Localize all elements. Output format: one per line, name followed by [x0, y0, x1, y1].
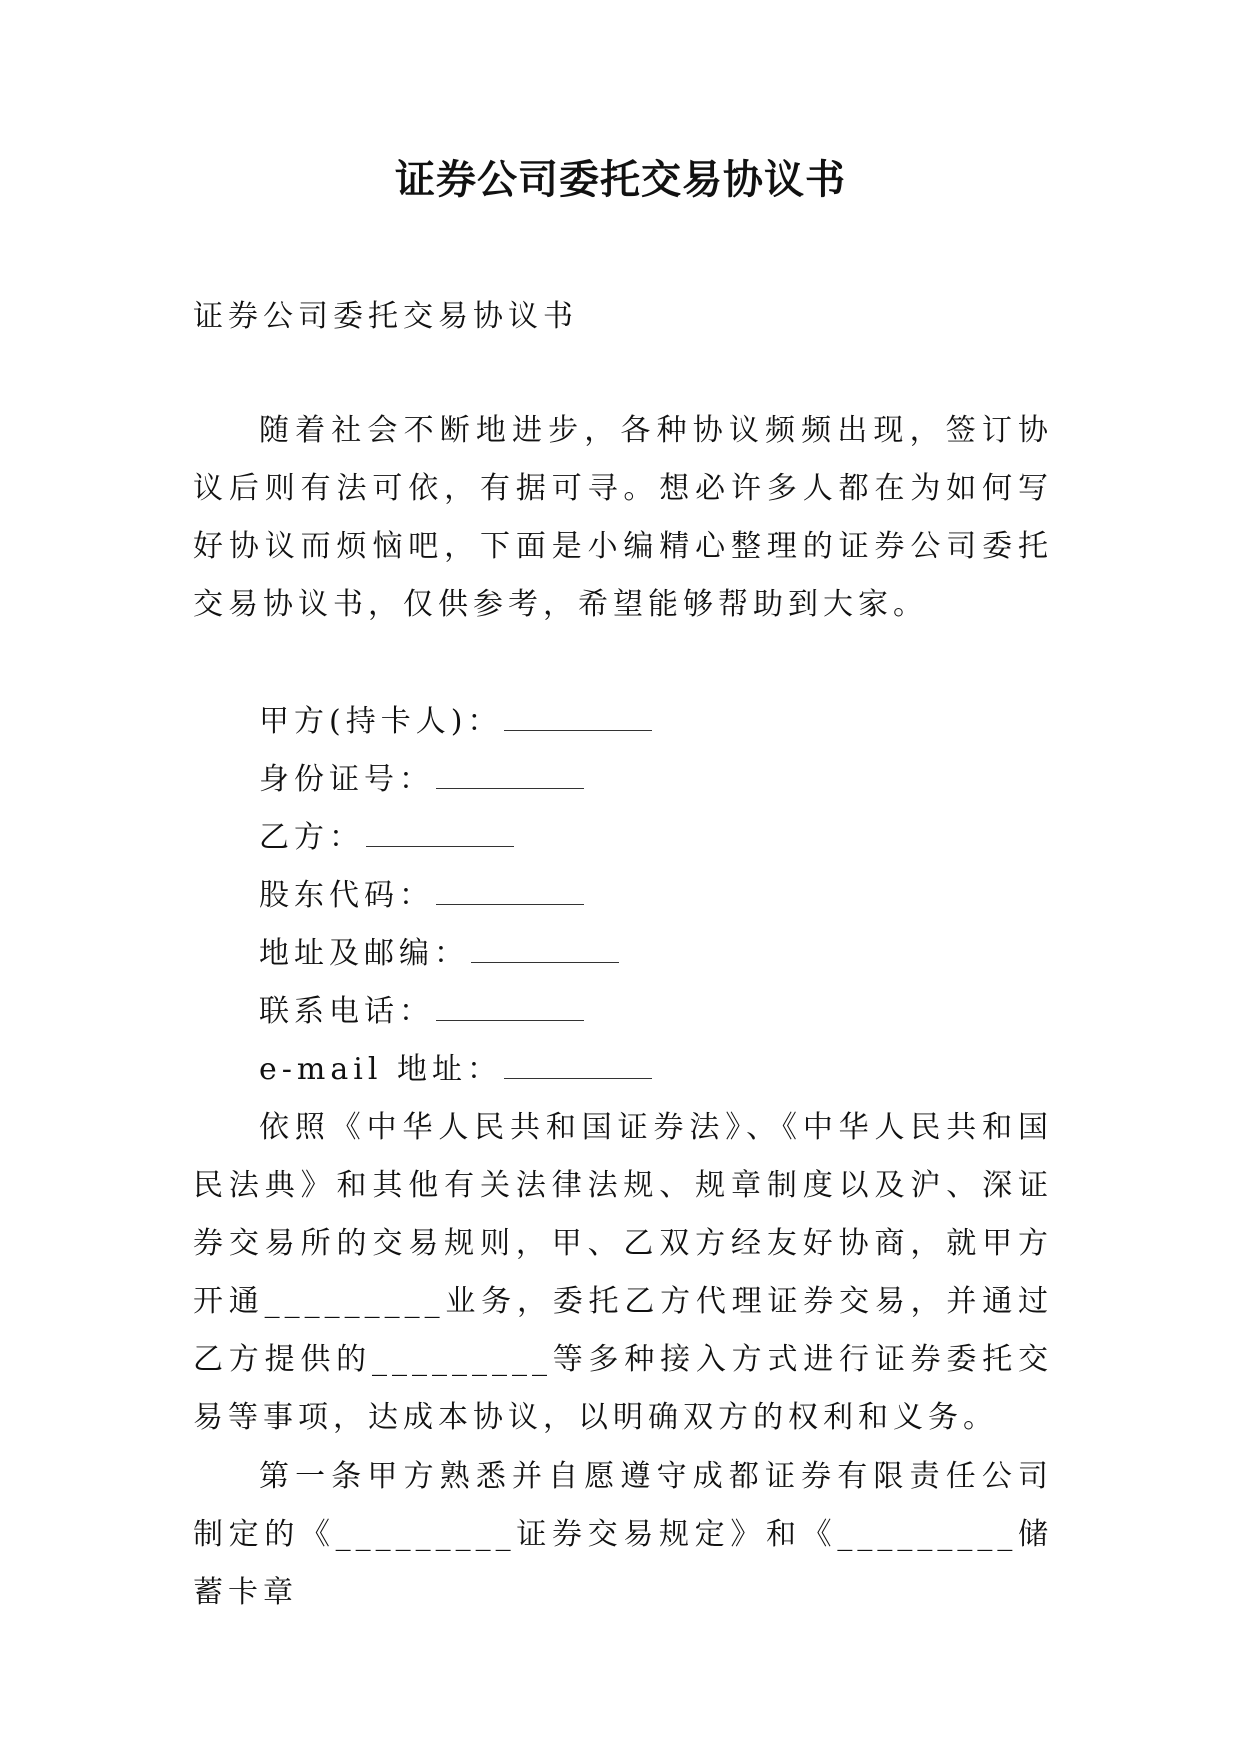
blank-line	[471, 938, 619, 963]
field-address	[259, 925, 652, 983]
blank-line	[504, 706, 652, 731]
blank-line	[504, 1054, 652, 1079]
intro-paragraph: 随着社会不断地进步，各种协议频频出现，签订协议后则有法可依，有据可寻。想必许多人都在为如何写好协议而烦恼吧，下面是小编精心整理的证券公司委托交易协议书，仅供参考，希望能够帮助到大家。	[193, 413, 1053, 622]
field-label-shareholder-code: 股东代码：	[259, 878, 434, 913]
field-label-address: 地址及邮编：	[259, 936, 469, 971]
field-phone	[259, 983, 652, 1041]
blank-line	[436, 996, 584, 1021]
blank-line	[436, 764, 584, 789]
blank-line	[366, 822, 514, 847]
blank-line	[436, 880, 584, 905]
field-label-phone: 联系电话：	[259, 994, 434, 1029]
document-subtitle: 证券公司委托交易协议书	[193, 299, 578, 334]
field-label-party-b: 乙方：	[259, 820, 364, 855]
field-party-b	[259, 809, 652, 867]
field-email	[259, 1041, 652, 1099]
party-fields	[259, 693, 652, 1099]
article-1-paragraph: 第一条甲方熟悉并自愿遵守成都证券有限责任公司制定的《_________证券交易规定》和《_________储蓄卡章	[193, 1459, 1053, 1610]
document-title: 证券公司委托交易协议书	[395, 156, 846, 203]
field-party-a	[259, 693, 652, 751]
main-paragraph: 依照《中华人民共和国证券法》、《中华人民共和国民法典》和其他有关法律法规、规章制度以及沪、深证券交易所的交易规则，甲、乙双方经友好协商，就甲方开通_________业务，委托乙方代理证券交易，并通过乙方提供的_________等多种接入方式进行证券委托交易等事项，达成本协议，以明确双方的权利和义务。	[193, 1110, 1053, 1435]
field-shareholder-code	[259, 867, 652, 925]
field-label-party-a: 甲方(持卡人)：	[259, 704, 503, 739]
field-id-number	[259, 751, 652, 809]
field-label-id-number: 身份证号：	[259, 762, 434, 797]
field-label-email: e-mail 地址：	[259, 1052, 502, 1087]
